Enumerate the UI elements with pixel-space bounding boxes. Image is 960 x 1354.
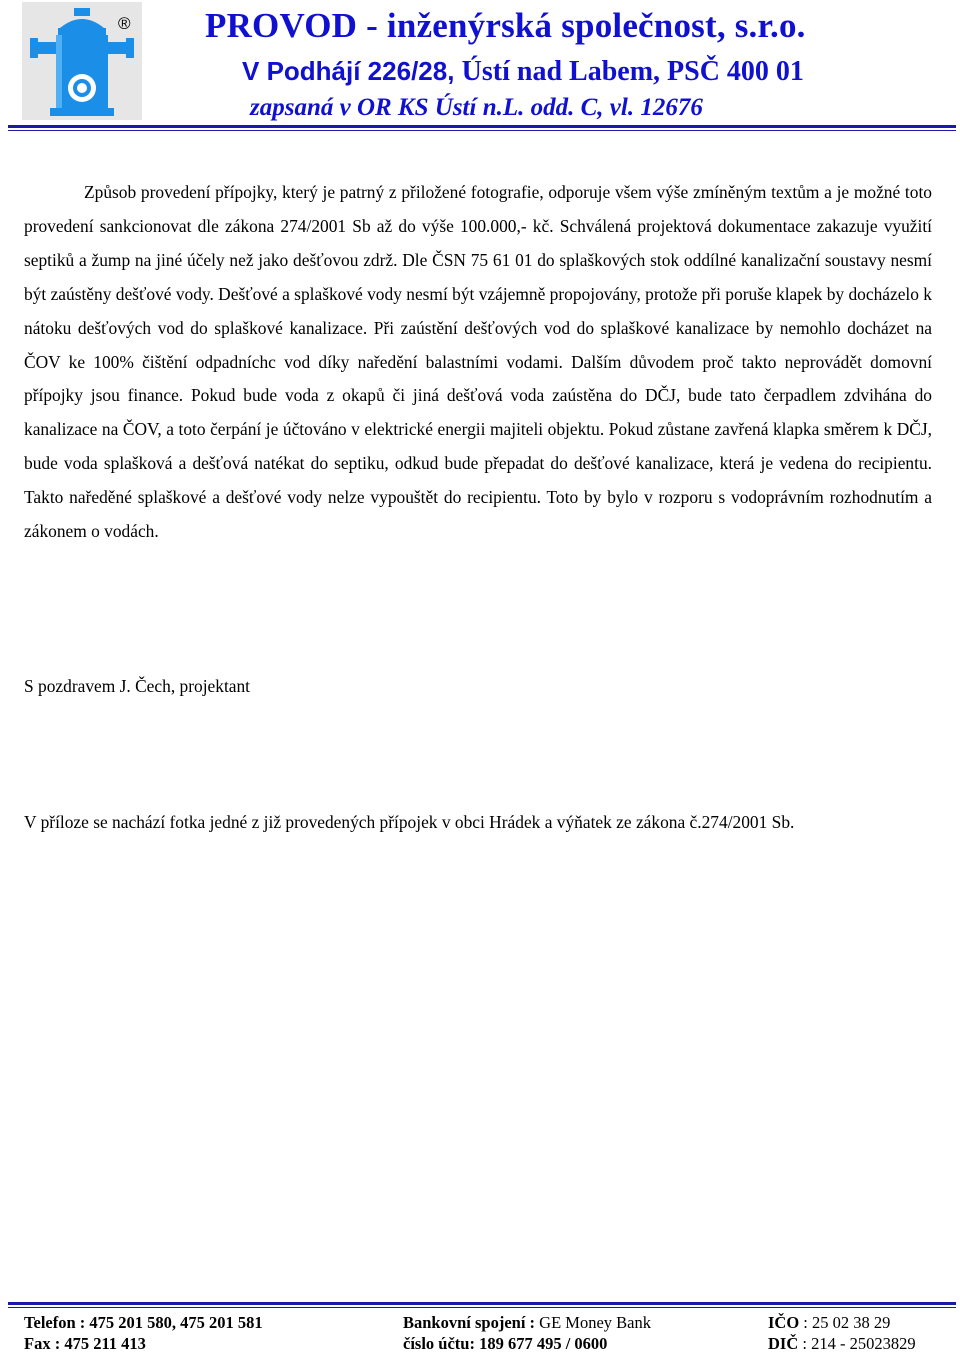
footer-divider (8, 1302, 956, 1305)
header-divider-thin (8, 130, 956, 131)
attachment-note: V příloze se nachází fotka jedné z již provedených přípojek v obci Hrádek a výňatek ze zákona č.274/2001 Sb. (24, 812, 795, 832)
footer (0, 1310, 960, 1353)
footer-contact (24, 1312, 263, 1354)
footer-dic-label: DIČ (768, 1334, 799, 1353)
address-city: Ústí nad Labem, PSČ 400 01 (461, 56, 804, 87)
signature-line: S pozdravem J. Čech, projektant (24, 676, 251, 696)
footer-account: číslo účtu: 189 677 495 / 0600 (403, 1334, 608, 1353)
letter-body: Způsob provedení přípojky, který je patrný z přiložené fotografie, odporuje všem výše zmíněným textům a je možné toto provedení sankcionovat dle zákona 274/2001 Sb až do výše 100.000,- kč. Schválená projektová dokumentace zakazuje využití septiků a žump na jiné účely než jako dešťovou zdrž. Dle ČSN 75 61 01 do splaškových stok oddílné kanalizační soustavy nesmí být zaústěny dešťové vody. Dešťové a splaškové vody nesmí být vzájemně propojovány, protože při poruše klapek by docházelo k nátoku dešťových vod do splaškové kanalizace. Při zaústění dešťových vod do splaškové kanalizace by nemohlo docházet na ČOV ke 100% čištění odpadníchc vod díky naředění balastními vodami. Dalším důvodem proč takto neprovádět domovní přípojky jsou finance. Pokud bude voda z okapů či jiná dešťová voda zaústěna do DČJ, bude tato čerpadlem zdvihána do kanalizace na ČOV, a toto čerpání je účtováno v elektrické energii majiteli objektu. Pokud zůstane zavřená klapka směrem k DČJ, bude voda splašková a dešťová natékat do septiku, odkud bude přepadat do dešťové kanalizace, která je vedena do recipientu. Takto naředěné splaškové a dešťové vody nelze vypouštět do recipientu. Toto by bylo v rozporu s vodoprávním rozhodnutím a zákonem o vodách. (24, 182, 932, 542)
company-address (242, 56, 804, 88)
address-street: V Podhájí 226/28, (242, 56, 462, 86)
footer-ico-label: IČO (768, 1313, 800, 1332)
header-divider (8, 125, 956, 128)
footer-ids (768, 1312, 916, 1354)
footer-divider-thin (8, 1307, 956, 1308)
footer-ico-value: : 25 02 38 29 (799, 1313, 891, 1332)
footer-fax: Fax : 475 211 413 (24, 1334, 146, 1353)
footer-dic-value: : 214 - 25023829 (798, 1334, 916, 1353)
company-name: PROVOD - inženýrská společnost, s.r.o. (205, 6, 806, 45)
letterhead (0, 0, 960, 140)
footer-bank-value: GE Money Bank (535, 1313, 651, 1332)
footer-bank-label: Bankovní spojení : (403, 1313, 536, 1332)
company-register: zapsaná v OR KS Ústí n.L. odd. C, vl. 12676 (250, 94, 703, 121)
registered-mark: ® (118, 14, 131, 33)
footer-bank (403, 1312, 651, 1354)
footer-phone: Telefon : 475 201 580, 475 201 581 (24, 1313, 263, 1332)
